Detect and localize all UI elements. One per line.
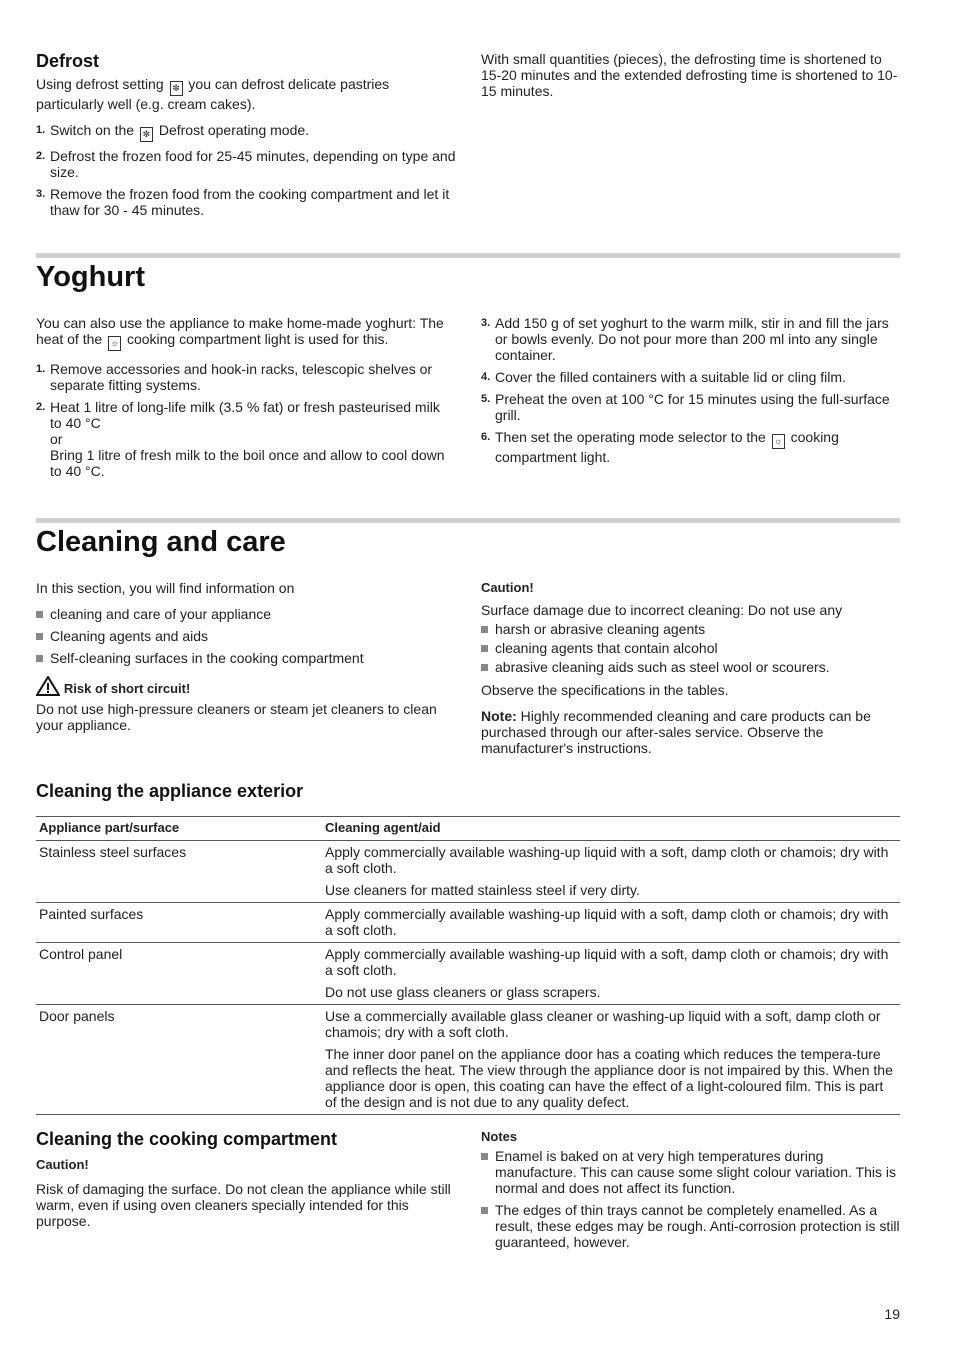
- defrost-icon: ✼: [140, 127, 153, 142]
- defrost-left-column: [36, 76, 456, 224]
- caution-text: Risk of damaging the surface. Do not clean the appliance while still warm, even if using oven cleaners specially intended for this purpose.: [36, 1181, 451, 1229]
- step-or: or: [50, 431, 63, 447]
- risk-warning: [36, 676, 452, 733]
- bullet-text: Cleaning agents and aids: [50, 628, 209, 644]
- observe-text: Observe the specifications in the tables.: [481, 682, 729, 698]
- table-cell-part: Control panel: [36, 943, 322, 1005]
- caution-bullet: [481, 640, 901, 656]
- yoghurt-step-1: [36, 361, 452, 393]
- yoghurt-step-6: [481, 429, 901, 465]
- step-number: 1.: [36, 363, 46, 375]
- bullet-text: cleaning agents that contain alcohol: [495, 640, 718, 656]
- cleaning-right-column: [481, 580, 901, 756]
- step-text-a: Then set the operating mode selector to the: [495, 429, 766, 445]
- defrost-icon: ✼: [170, 81, 183, 96]
- defrost-step-3: [36, 186, 456, 218]
- step-text: Cover the filled containers with a suitable lid or cling film.: [495, 369, 846, 385]
- step-number: 1.: [36, 124, 46, 136]
- step-number: 2.: [36, 401, 46, 413]
- table-row: [36, 1005, 900, 1115]
- cell-paragraph: The inner door panel on the appliance door has a coating which reduces the tempera-ture and reflects the heat. The view through the appliance door is not impaired by this. When the appliance door is open, this coating can have the effect of a light-coloured film. This is part of the design and is not due to any quality defect.: [325, 1046, 893, 1110]
- defrost-step-2: [36, 148, 456, 180]
- page-number: 19: [884, 1306, 900, 1322]
- yoghurt-left-column: [36, 315, 452, 485]
- compartment-right-column: [481, 1129, 901, 1256]
- bullet-square: [481, 645, 488, 652]
- step-number: 2.: [36, 150, 46, 162]
- step-number: 5.: [481, 393, 491, 405]
- note-text: Highly recommended cleaning and care products can be purchased through our after-sales service. Observe the manufacturer's instructions.: [481, 708, 871, 756]
- yoghurt-heading: Yoghurt: [36, 261, 145, 293]
- defrost-note: With small quantities (pieces), the defrosting time is shortened to 15-20 minutes and the extended defrosting time is shortened to 10-15 minutes.: [481, 51, 898, 99]
- step-number: 6.: [481, 431, 491, 443]
- bullet-square: [481, 1153, 488, 1160]
- cell-paragraph: Use cleaners for matted stainless steel if very dirty.: [325, 882, 640, 898]
- section-divider: [36, 253, 900, 258]
- table-cell-agent: [322, 943, 900, 1005]
- cleaning-left-column: [36, 580, 452, 733]
- cell-paragraph: Apply commercially available washing-up liquid with a soft, damp cloth or chamois; dry with a soft cloth.: [325, 906, 889, 938]
- step-text-a: Switch on the: [50, 122, 135, 138]
- step-number: 3.: [481, 317, 491, 329]
- column-header: Cleaning agent/aid: [322, 817, 900, 841]
- cleaning-bullet: [36, 628, 452, 644]
- note-paragraph: [481, 708, 901, 756]
- bullet-square: [481, 1207, 488, 1214]
- yoghurt-step-2: [36, 399, 452, 479]
- cell-paragraph: Apply commercially available washing-up liquid with a soft, damp cloth or chamois; dry with a soft cloth.: [325, 946, 889, 978]
- table-row: [36, 943, 900, 1005]
- defrost-intro: [36, 76, 456, 112]
- exterior-heading: Cleaning the appliance exterior: [36, 781, 304, 801]
- bullet-square: [36, 655, 43, 662]
- bullet-square: [36, 633, 43, 640]
- note-bullet: [481, 1148, 901, 1196]
- yoghurt-step-3: [481, 315, 901, 363]
- defrost-heading: Defrost: [36, 51, 100, 71]
- cell-paragraph: Apply commercially available washing-up liquid with a soft, damp cloth or chamois; dry with a soft cloth.: [325, 844, 889, 876]
- bullet-square: [481, 626, 488, 633]
- defrost-intro-text-a: Using defrost setting: [36, 76, 164, 92]
- caution-title: Caution!: [481, 580, 534, 595]
- cell-paragraph: Do not use glass cleaners or glass scrapers.: [325, 984, 601, 1000]
- compartment-left-column: [36, 1157, 454, 1229]
- caution-bullet: [481, 659, 901, 675]
- table-row: [36, 841, 900, 903]
- step-number: 3.: [36, 188, 46, 200]
- light-icon: ☼: [108, 336, 121, 351]
- yoghurt-intro-text-a: You can also use the appliance to make home-made yoghurt: The heat of the: [36, 315, 444, 347]
- step-text-b: Defrost operating mode.: [158, 122, 310, 138]
- step-text: Preheat the oven at 100 °C for 15 minutes using the full-surface grill.: [495, 391, 890, 423]
- bullet-text: cleaning and care of your appliance: [50, 606, 272, 622]
- yoghurt-intro-text-b: cooking compartment light is used for this.: [126, 331, 389, 347]
- warning-triangle-icon: [36, 676, 60, 696]
- step-text-alt: Bring 1 litre of fresh milk to the boil once and allow to cool down to 40 °C.: [50, 447, 445, 479]
- caution-intro: Surface damage due to incorrect cleaning: Do not use any: [481, 602, 843, 618]
- note-bullet: [481, 1202, 901, 1250]
- cleaning-bullet: [36, 650, 452, 666]
- compartment-heading: Cleaning the cooking compartment: [36, 1129, 338, 1149]
- step-number: 4.: [481, 371, 491, 383]
- caution-bullet: [481, 621, 901, 637]
- step-text: Remove accessories and hook-in racks, telescopic shelves or separate fitting systems.: [50, 361, 433, 393]
- cell-paragraph: Use a commercially available glass cleaner or washing-up liquid with a soft, damp cloth or chamois; dry with a soft cloth.: [325, 1008, 881, 1040]
- table-header-row: [36, 817, 900, 841]
- table-cell-part: Painted surfaces: [36, 903, 322, 943]
- caution-title: Caution!: [36, 1157, 89, 1172]
- table-cell-agent: [322, 1005, 900, 1115]
- bullet-text: harsh or abrasive cleaning agents: [495, 621, 706, 637]
- cleaning-bullet: [36, 606, 452, 622]
- bullet-square: [481, 664, 488, 671]
- cleaning-heading: Cleaning and care: [36, 526, 286, 558]
- step-text: Add 150 g of set yoghurt to the warm milk, stir in and fill the jars or bowls evenly. Do not pour more than 200 ml into any single container.: [495, 315, 889, 363]
- notes-title: Notes: [481, 1129, 518, 1144]
- cleaning-intro: In this section, you will find information on: [36, 580, 295, 596]
- bullet-text: The edges of thin trays cannot be completely enamelled. As a result, these edges may be rough. Anti-corrosion protection is still guaranteed, however.: [495, 1202, 900, 1250]
- table-cell-agent: [322, 903, 900, 943]
- step-text: Defrost the frozen food for 25-45 minutes, depending on type and size.: [50, 148, 456, 180]
- yoghurt-intro: [36, 315, 452, 351]
- bullet-text: Enamel is baked on at very high temperatures during manufacture. This can cause some slight colour variation. This is normal and does not affect its function.: [495, 1148, 897, 1196]
- yoghurt-step-4: [481, 369, 901, 385]
- bullet-text: Self-cleaning surfaces in the cooking compartment: [50, 650, 364, 666]
- yoghurt-step-5: [481, 391, 901, 423]
- step-text: Heat 1 litre of long-life milk (3.5 % fat) or fresh pasteurised milk to 40 °C: [50, 399, 440, 431]
- defrost-step-1: [36, 122, 456, 142]
- table-cell-part: Stainless steel surfaces: [36, 841, 322, 903]
- defrost-intro-text-b: you can defrost delicate pastries particularly well (e.g. cream cakes).: [36, 76, 390, 112]
- bullet-text: abrasive cleaning aids such as steel wool or scourers.: [495, 659, 830, 675]
- note-label: Note:: [481, 708, 517, 724]
- step-text: Remove the frozen food from the cooking compartment and let it thaw for 30 - 45 minutes.: [50, 186, 450, 218]
- bullet-square: [36, 611, 43, 618]
- exterior-cleaning-table: [36, 816, 900, 1115]
- table-row: [36, 903, 900, 943]
- step-text-b: cooking compartment light.: [495, 429, 839, 465]
- yoghurt-right-column: [481, 315, 901, 471]
- column-header: Appliance part/surface: [36, 817, 322, 841]
- table-cell-agent: [322, 841, 900, 903]
- section-divider: [36, 518, 900, 523]
- risk-title: Risk of short circuit!: [63, 681, 191, 696]
- table-cell-part: Door panels: [36, 1005, 322, 1115]
- risk-text: Do not use high-pressure cleaners or steam jet cleaners to clean your appliance.: [36, 701, 437, 733]
- light-icon: ☼: [772, 434, 785, 449]
